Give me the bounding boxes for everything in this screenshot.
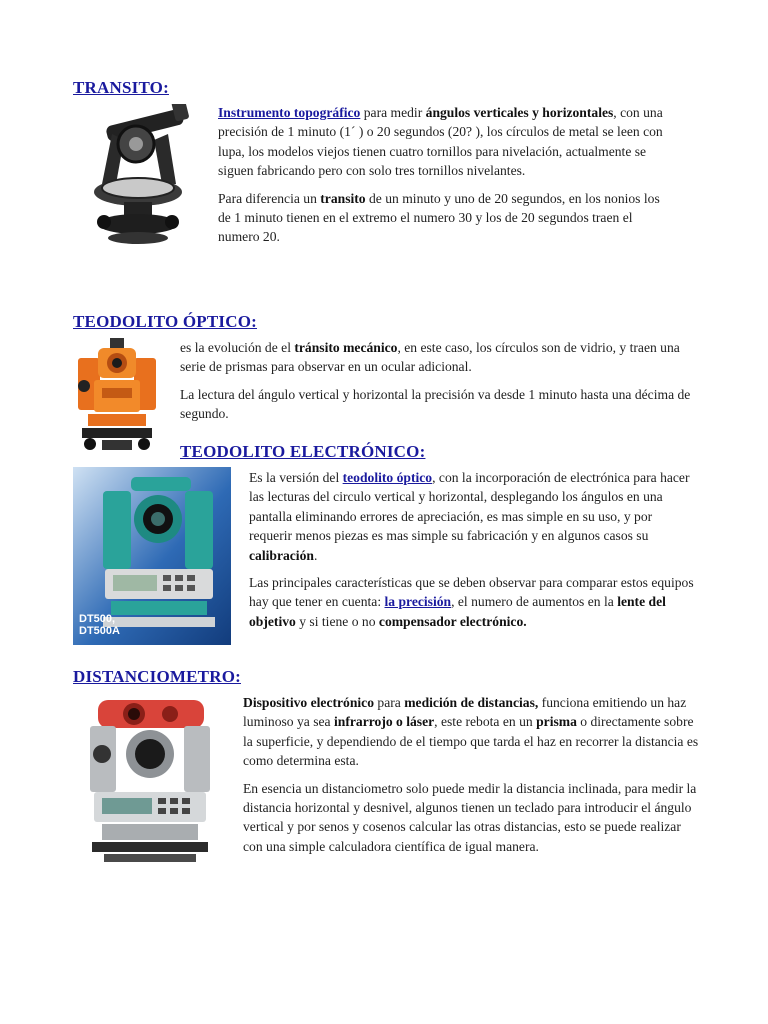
bold-run: Dispositivo electrónico [243, 695, 375, 710]
model-label-line-2: DT500A [79, 625, 120, 637]
teodolito-electronico-image [73, 467, 231, 645]
text-run: , con una precisión de 1 minuto (1´ ) o 20 segundos (20? ), los círculos de metal se leen con lupa, los modelos viejos tienen cuatro tornillos para nivelación, actualmente se siguen fabricando pero con solo tres tornillos nivelantes. [218, 105, 663, 179]
teodolito-electronico-paragraph-1 [249, 468, 697, 565]
text-run: y si tiene o no [295, 613, 379, 629]
text-run: de un minuto y uno de 20 segundos, en los nonios los de 1 minuto tienen en el extremo el numero 30 y los de 20 segundos traen el numero 20. [218, 190, 660, 245]
text-run: Las principales características que se deben observar para comparar estos equipos hay que tener en cuenta: [249, 575, 694, 610]
text-run: para medir [360, 105, 426, 120]
text-run: Es la versión del [249, 470, 343, 485]
la-precision-link[interactable]: la precisión [384, 594, 452, 610]
text-run: . [313, 547, 318, 563]
text-run: es la evolución de el [180, 340, 295, 355]
text-run: para [374, 695, 405, 710]
bold-run: calibración [249, 547, 314, 563]
bold-run: prisma [536, 714, 577, 730]
text-run: En esencia un distanciometro solo puede medir la distancia inclinada, para medir la distancia horizontal y desnivel, algunos tienen un teclado para introducir el ángulo vertical y por senos y cosenos calcular las otras distancias, esto se puede realizar con una simple calculadora científica de igual manera. [243, 780, 697, 854]
heading-transito: TRANSITO: [73, 78, 169, 97]
instrumento-topografico-link[interactable]: Instrumento topográfico [218, 105, 361, 120]
teodolito-optico-paragraph-1 [180, 338, 700, 377]
text-run: , con la incorporación de electrónica para hacer las lecturas del circulo vertical y horizontal, desplegando los ángulos en una pantalla eliminando errores de apreciación, es mas simple en su uso, y por requerir menos piezas es mas simple su fabricación y en algunos casos su [249, 470, 690, 544]
text-run: Para diferencia un [218, 190, 321, 206]
transito-paragraph-1 [218, 103, 666, 181]
heading-distanciometro: DISTANCIOMETRO: [73, 667, 241, 686]
teodolito-electronico-paragraph-2 [249, 573, 697, 631]
teodolito-optico-image [72, 336, 162, 456]
heading-teodolito-electronico: TEODOLITO ELECTRÓNICO: [180, 442, 426, 461]
transito-paragraph-2 [218, 189, 666, 247]
model-label [79, 613, 120, 637]
distanciometro-body [243, 693, 699, 864]
bold-run: tránsito mecánico [294, 340, 398, 355]
teodolito-electronico-body [249, 468, 697, 639]
model-label-line-1: DT500, [79, 613, 116, 625]
distanciometro-image [72, 692, 222, 870]
bold-run: ángulos verticales y horizontales [425, 105, 614, 120]
text-run: o directamente sobre la superficie, y dependiendo de el tiempo que tarda el haz en recorrer la distancia es como determina esta. [243, 714, 699, 769]
transito-instrument-image [72, 104, 200, 248]
distanciometro-paragraph-2 [243, 779, 699, 857]
bold-run: transito [320, 190, 366, 206]
teodolito-optico-body [180, 338, 700, 432]
text-run: La lectura del ángulo vertical y horizontal la precisión va desde 1 minuto hasta una décima de segundo. [180, 386, 691, 422]
bold-run: medición de distancias, [404, 695, 539, 710]
distanciometro-paragraph-1 [243, 693, 699, 771]
text-run: , el numero de aumentos en la [451, 594, 618, 610]
text-run: , este rebota en un [434, 714, 537, 730]
text-run: funciona emitiendo un haz luminoso ya sea [243, 695, 687, 730]
teodolito-optico-paragraph-2 [180, 385, 700, 424]
heading-teodolito-optico: TEODOLITO ÓPTICO: [73, 312, 257, 331]
transito-body [218, 103, 666, 255]
bold-run: infrarrojo o láser [334, 714, 435, 730]
bold-run: lente del objetivo [249, 594, 666, 629]
teodolito-optico-link[interactable]: teodolito óptico [342, 470, 433, 485]
text-run: , en este caso, los círculos son de vidrio, y traen una serie de prismas para observar en un ocular adicional. [180, 340, 680, 375]
bold-run: compensador electrónico. [378, 613, 527, 629]
